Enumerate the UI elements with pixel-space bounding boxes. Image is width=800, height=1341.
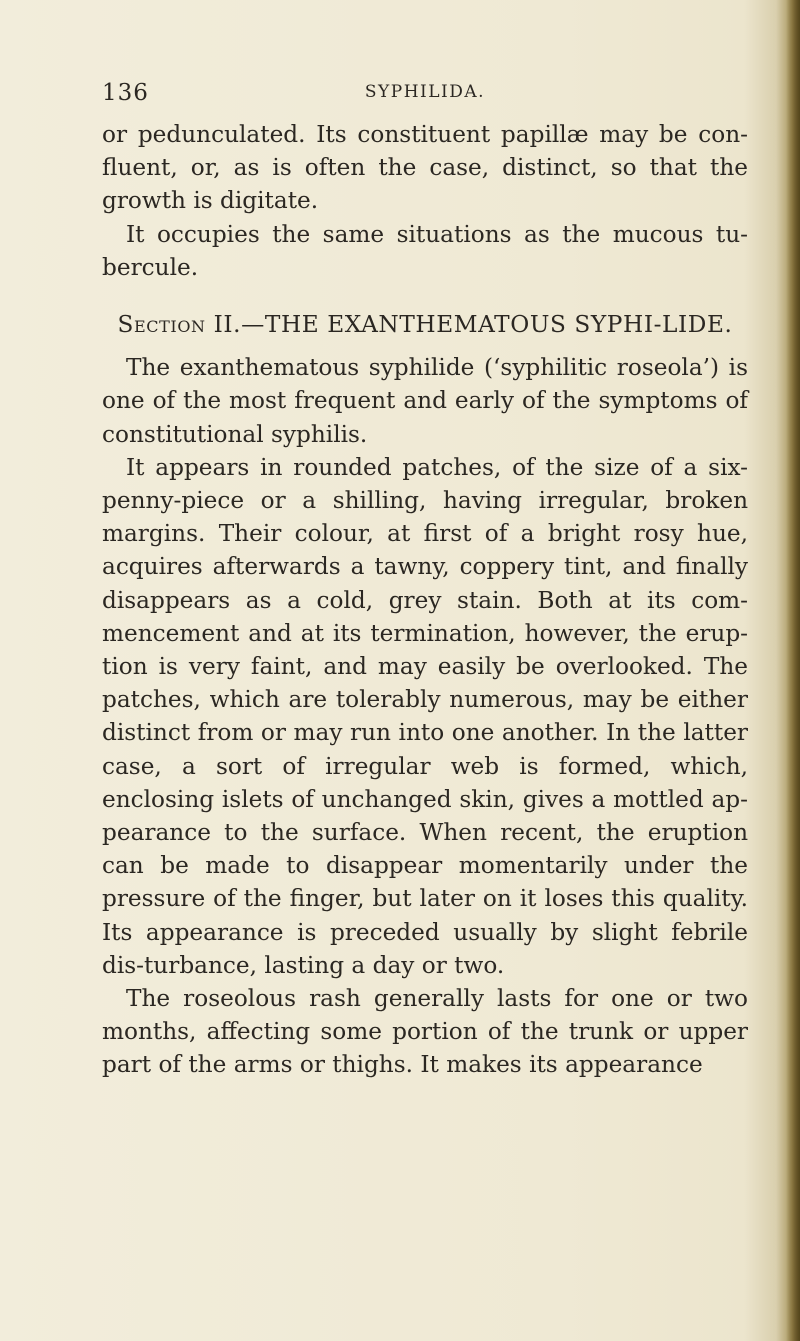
book-spine-shadow xyxy=(786,0,800,1341)
paragraph: The roseolous rash generally lasts for one or two months, affecting some portion of the trunk or upper part of the arms or thighs. It makes its appearance xyxy=(102,985,748,1079)
paragraph: The exanthematous syphilide (‘syphilitic roseola’) is one of the most frequent and early of the symptoms of constitutional syphilis. xyxy=(102,354,748,448)
page-header xyxy=(102,80,748,112)
running-head: SYPHILIDA. xyxy=(364,82,486,102)
section-title: II.—THE EXANTHEMATOUS SYPHI-LIDE. xyxy=(205,311,733,339)
paragraph-continued: or pedunculated. Its constituent papillæ may be con-fluent, or, as is often the case, distinct, so that the growth is digitate. xyxy=(102,121,748,215)
paragraph: It occupies the same situations as the mucous tu-bercule. xyxy=(102,220,748,281)
section-label: Section xyxy=(117,311,206,339)
page-number: 136 xyxy=(102,80,149,106)
body-text xyxy=(102,118,748,1082)
section-heading xyxy=(102,308,748,341)
paragraph: It appears in rounded patches, of the size of a six-penny-piece or a shilling, having irregular, broken margins. Their colour, at first of a bright rosy hue, acquires afterwards a tawny, coppery tint, and finally disappears as a cold, grey stain. Both at its com-mencement and at its termination, however, the erup-tion is very faint, and may easily be overlooked. The patches, which are tolerably numerous, may be either distinct from or may run into one another. In the latter case, a sort of irregular web is formed, which, enclosing islets of unchanged skin, gives a mottled ap-pearance to the surface. When recent, the eruption can be made to disappear momentarily under the pressure of the finger, but later on it loses this quality. Its appearance is preceded usually by slight febrile dis-turbance, lasting a day or two. xyxy=(102,453,748,979)
